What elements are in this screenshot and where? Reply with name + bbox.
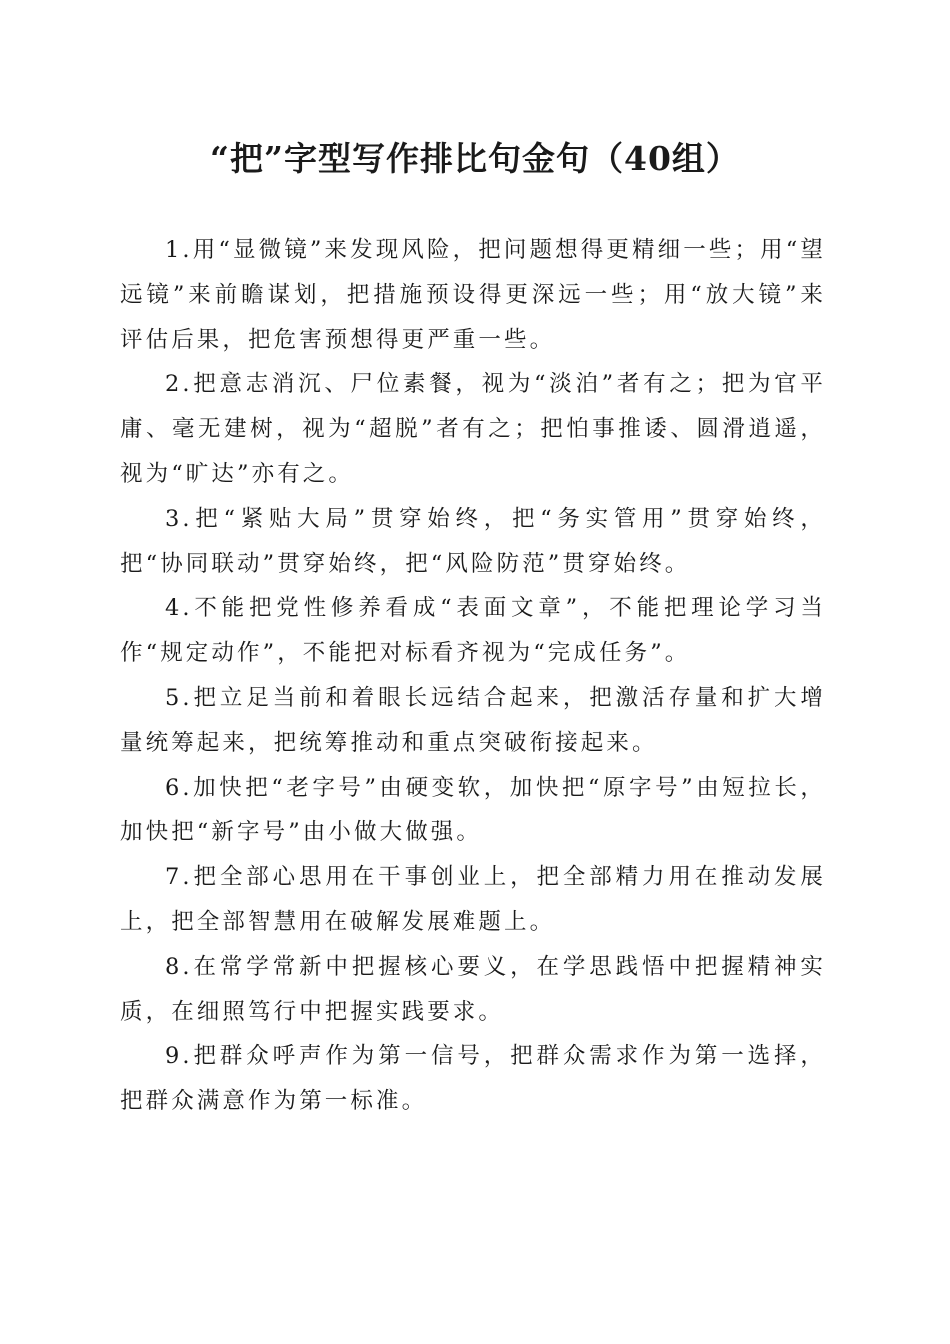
list-item: 5.把立足当前和着眼长远结合起来，把激活存量和扩大增量统筹起来，把统筹推动和重点突破衔接起来。 — [120, 684, 826, 756]
document-title: “把”字型写作排比句金句（40组） — [210, 139, 740, 178]
list-item: 3.把“紧贴大局”贯穿始终，把“务实管用”贯穿始终，把“协同联动”贯穿始终，把“风险防范”贯穿始终。 — [120, 505, 826, 577]
list-item: 1.用“显微镜”来发现风险，把问题想得更精细一些；用“望远镜”来前瞻谋划，把措施预设得更深远一些；用“放大镜”来评估后果，把危害预想得更严重一些。 — [120, 237, 826, 353]
list-item: 6.加快把“老字号”由硬变软，加快把“原字号”由短拉长，加快把“新字号”由小做大做强。 — [120, 774, 826, 846]
list-item: 2.把意志消沉、尸位素餐，视为“淡泊”者有之；把为官平庸、毫无建树，视为“超脱”者有之；把怕事推诿、圆滑逍遥，视为“旷达”亦有之。 — [120, 371, 826, 487]
list-item: 7.把全部心思用在干事创业上，把全部精力用在推动发展上，把全部智慧用在破解发展难题上。 — [120, 864, 826, 935]
sentence-list — [120, 228, 826, 1124]
list-item: 4.不能把党性修养看成“表面文章”，不能把理论学习当作“规定动作”，不能把对标看齐视为“完成任务”。 — [120, 595, 826, 667]
list-item: 8.在常学常新中把握核心要义，在学思践悟中把握精神实质，在细照笃行中把握实践要求。 — [120, 953, 826, 1025]
list-item: 9.把群众呼声作为第一信号，把群众需求作为第一选择，把群众满意作为第一标准。 — [120, 1043, 826, 1115]
